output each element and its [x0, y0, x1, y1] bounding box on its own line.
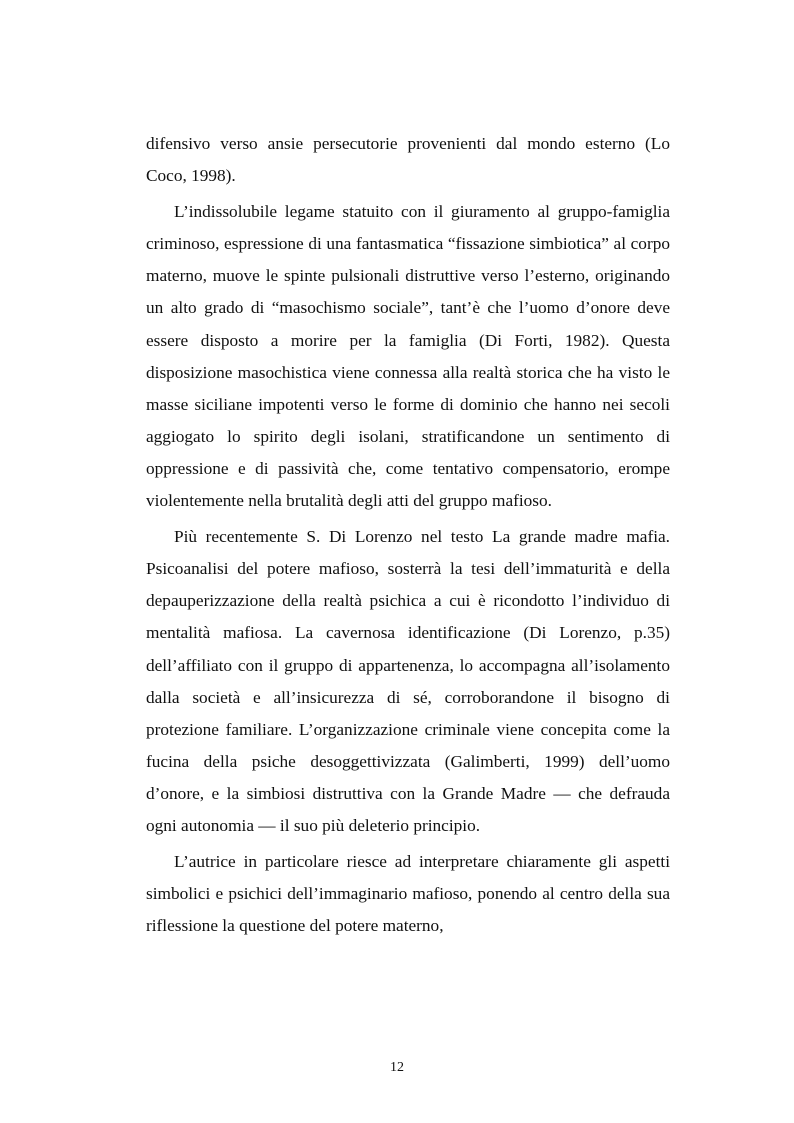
page-number: 12: [390, 1060, 404, 1075]
paragraph-blood-oath: L’indissolubile legame statuito con il giuramento al gruppo-famiglia criminoso, espressione di una fantasmatica “fissazione simbiotica” al corpo materno, muove le spinte pulsionali distruttive verso l’esterno, originando un alto grado di “masochismo sociale”, tant’è che l’uomo d’onore deve essere disposto a morire per la famiglia (Di Forti, 1982). Questa disposizione masochistica viene connessa alla realtà storica che ha visto le masse siciliane impotenti verso le forme di dominio che hanno nei secoli aggiogato lo spirito degli isolani, stratificandone un sentimento di oppressione e di passività che, come tentativo compensatorio, erompe violentemente nella brutalità degli atti del gruppo mafioso.: [146, 202, 670, 511]
paragraph-author-interpretation: L’autrice in particolare riesce ad interpretare chiaramente gli aspetti simbolici e psichici dell’immaginario mafioso, ponendo al centro della sua riflessione la questione del potere materno,: [146, 852, 670, 936]
paragraph-continuation: difensivo verso ansie persecutorie provenienti dal mondo esterno (Lo Coco, 1998).: [146, 134, 670, 186]
body-text: [146, 128, 670, 946]
paragraph-di-lorenzo: Più recentemente S. Di Lorenzo nel testo La grande madre mafia. Psicoanalisi del potere mafioso, sosterrà la tesi dell’immaturità e della depauperizzazione della realtà psichica a cui è ricondotto l’individuo di mentalità mafiosa. La cavernosa identificazione (Di Lorenzo, p.35) dell’affiliato con il gruppo di appartenenza, lo accompagna all’isolamento dalla società e all’insicurezza di sé, corroborandone il bisogno di protezione familiare. L’organizzazione criminale viene concepita come la fucina della psiche desoggettivizzata (Galimberti, 1999) dell’uomo d’onore, e la simbiosi distruttiva con la Grande Madre — che defrauda ogni autonomia — il suo più deleterio principio.: [146, 527, 670, 835]
